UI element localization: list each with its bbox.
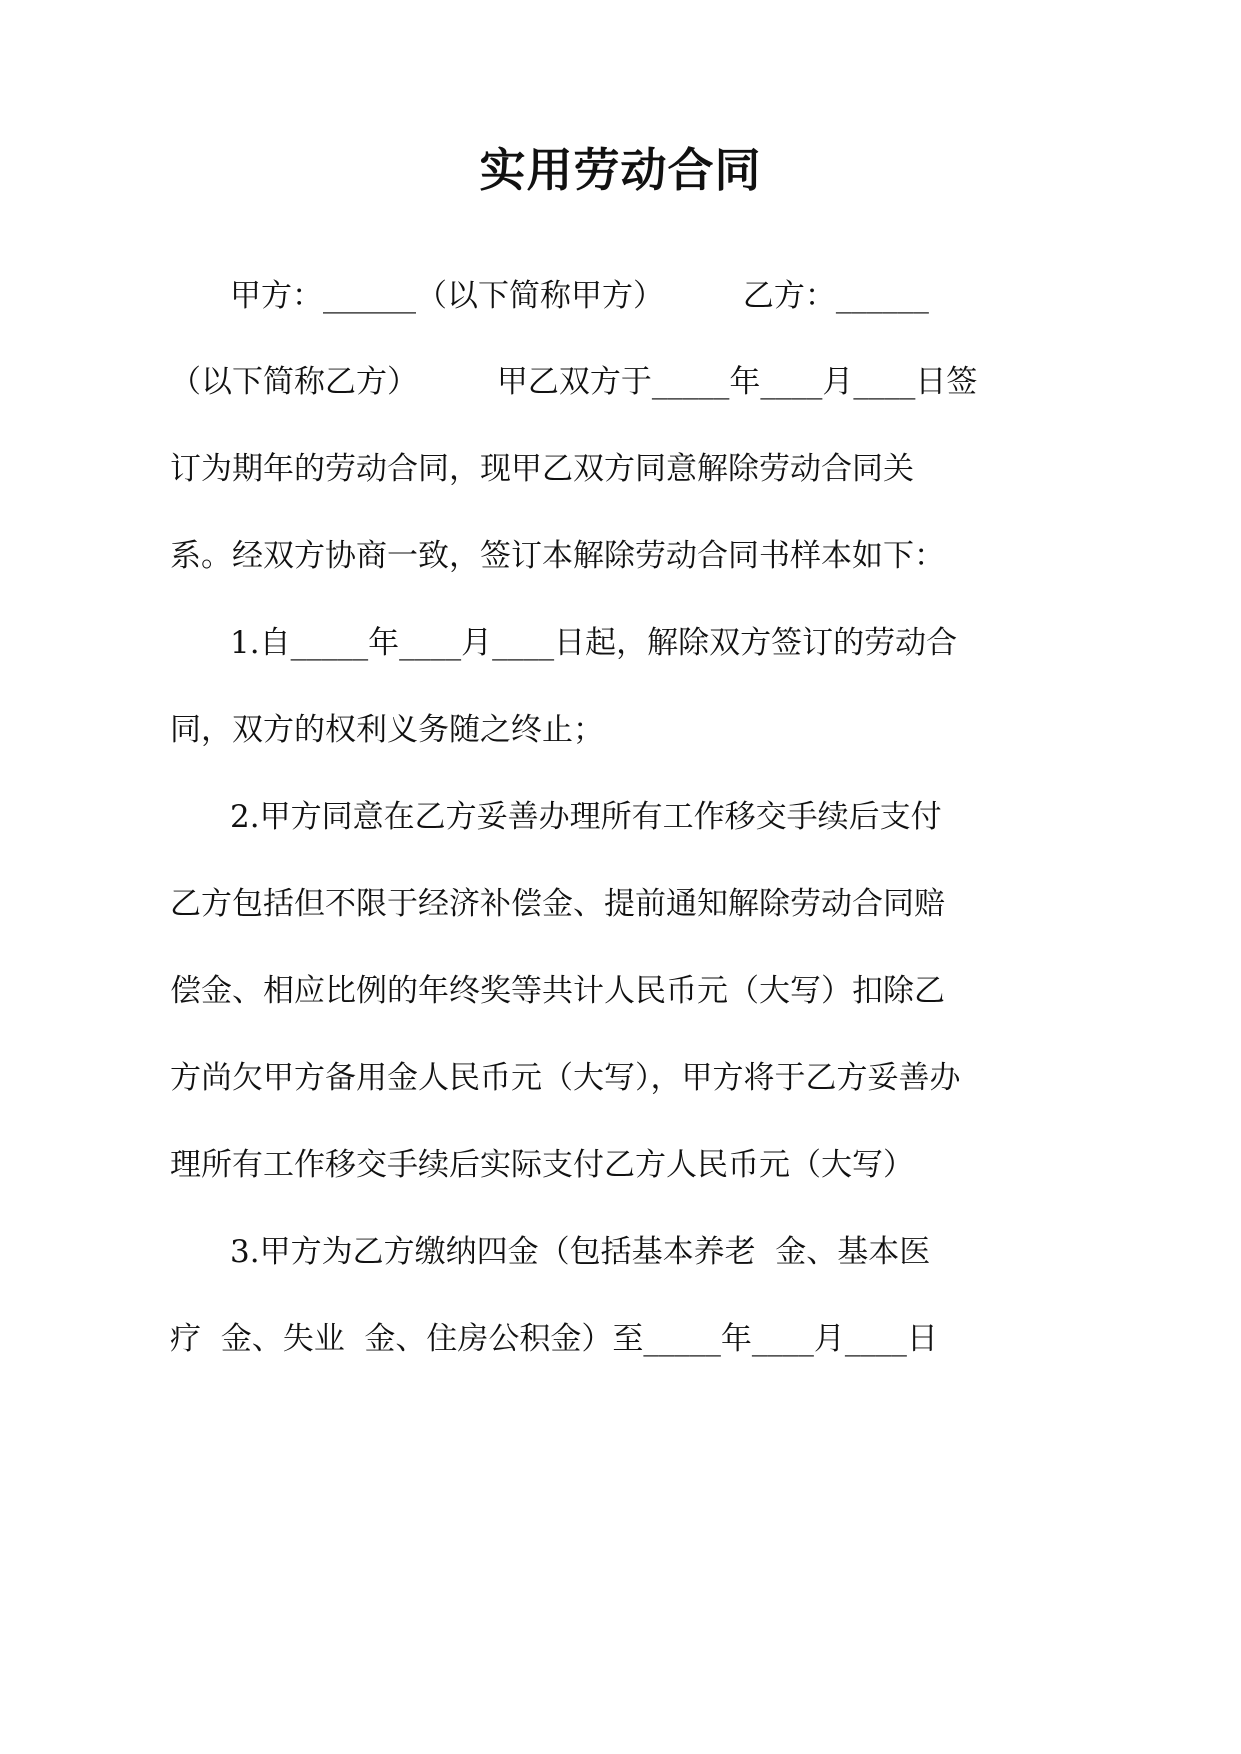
paragraph-line: 乙方包括但不限于经济补偿金、提前通知解除劳动合同赔	[170, 886, 945, 922]
document-title: 实用劳动合同	[479, 143, 762, 197]
paragraph-line: 系。经双方协商一致，签订本解除劳动合同书样本如下：	[170, 538, 945, 574]
paragraph-line: 偿金、相应比例的年终奖等共计人民币元（大写）扣除乙	[170, 973, 945, 1009]
paragraph-line: （以下简称乙方） 甲乙双方于_____年____月____日签	[170, 364, 978, 400]
paragraph-line: 疗 金、失业 金、住房公积金）至_____年____月____日	[170, 1321, 938, 1357]
paragraph-line: 同，双方的权利义务随之终止；	[170, 712, 604, 748]
paragraph-line: 3.甲方为乙方缴纳四金（包括基本养老 金、基本医	[230, 1234, 931, 1270]
paragraph-line: 理所有工作移交手续后实际支付乙方人民币元（大写）	[170, 1147, 914, 1183]
paragraph-line: 方尚欠甲方备用金人民币元（大写），甲方将于乙方妥善办	[170, 1060, 961, 1096]
paragraph-line: 1.自_____年____月____日起，解除双方签订的劳动合	[230, 625, 958, 661]
paragraph-line: 2.甲方同意在乙方妥善办理所有工作移交手续后支付	[230, 799, 942, 835]
paragraph-line: 订为期年的劳动合同，现甲乙双方同意解除劳动合同关	[170, 451, 914, 487]
paragraph-line: 甲方：______（以下简称甲方） 乙方：______	[230, 278, 929, 314]
